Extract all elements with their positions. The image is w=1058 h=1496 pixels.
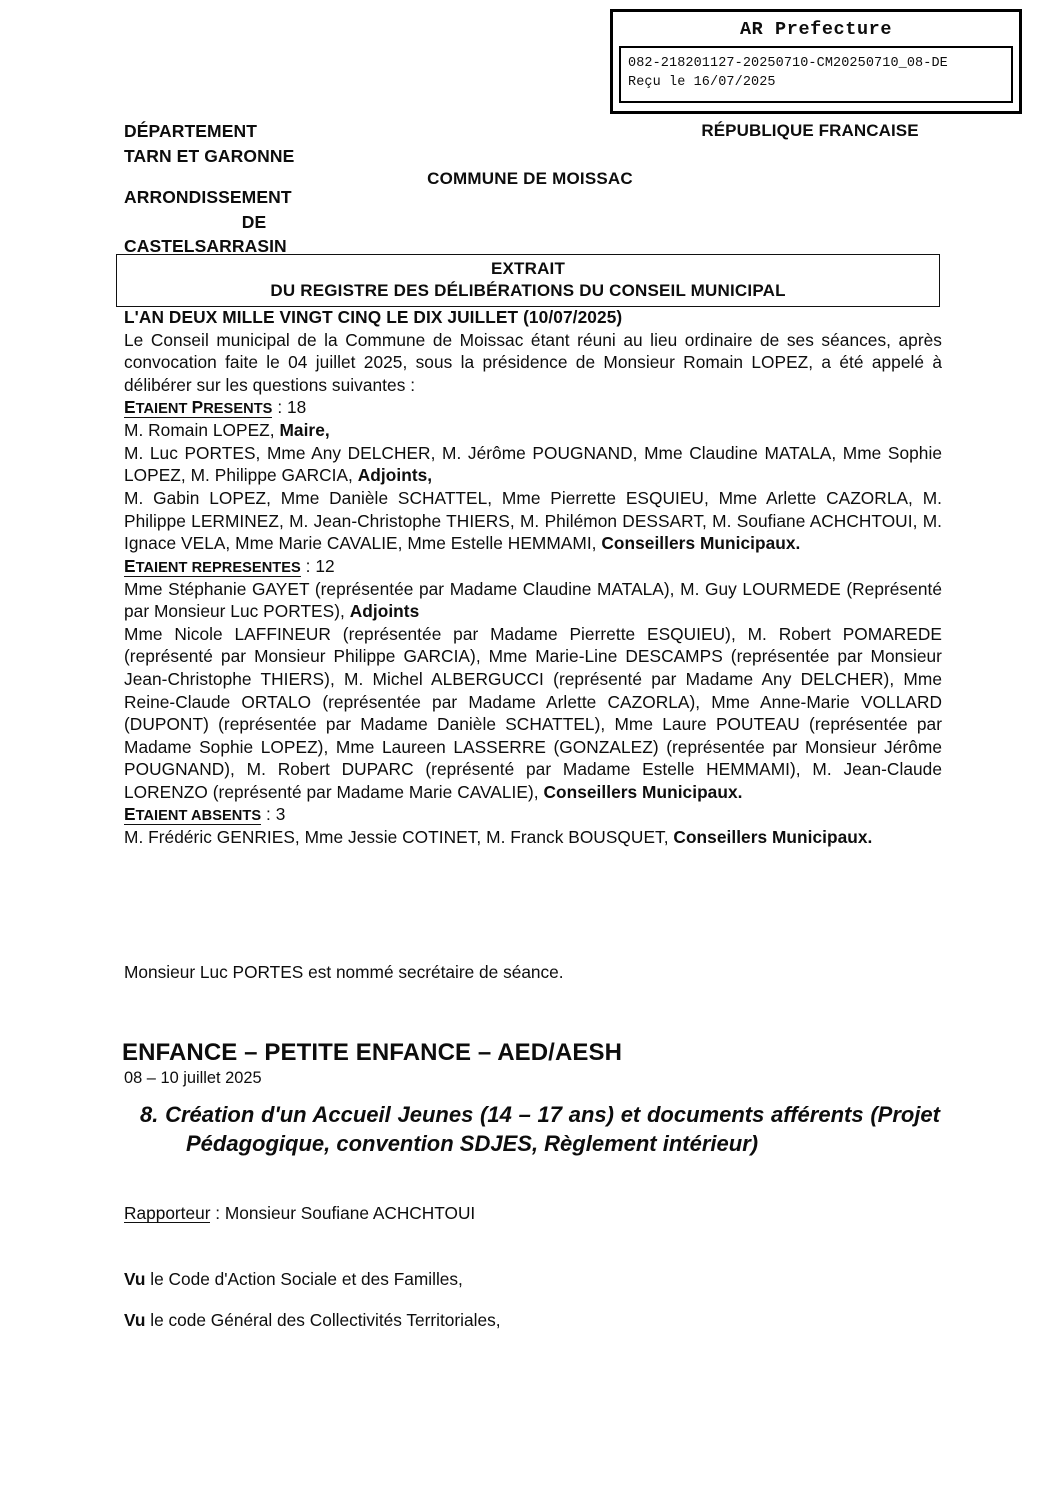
vu-text-2: le code Général des Collectivités Territoriales,: [145, 1310, 501, 1330]
vu-clause-1: [124, 1269, 942, 1290]
arrondissement-line-2: DE: [241, 211, 267, 232]
represented-conseillers-role: Conseillers Municipaux.: [543, 781, 743, 802]
ar-stamp-body: [619, 46, 1013, 103]
arrondissement-line-3: CASTELSARRASIN: [124, 236, 287, 257]
represented-conseillers-line: [124, 623, 942, 804]
rapporteur-line: [124, 1203, 942, 1224]
present-label: ETAIENT PRESENTS: [124, 397, 273, 418]
commune-heading: COMMUNE DE MOISSAC: [427, 169, 633, 188]
present-count: : 18: [272, 397, 307, 418]
extrait-title: EXTRAIT: [490, 259, 566, 278]
section-title: ENFANCE – PETITE ENFANCE – AED/AESH: [122, 1039, 623, 1066]
department-line-1: DÉPARTEMENT: [124, 121, 257, 141]
arrondissement-line-1: ARRONDISSEMENT: [124, 186, 292, 207]
present-mayor-line: [124, 419, 942, 442]
session-date-heading: L'AN DEUX MILLE VINGT CINQ LE DIX JUILLET (10/07/2025): [124, 307, 623, 327]
vu-prefix-2: Vu: [124, 1310, 146, 1330]
secretary-line: Monsieur Luc PORTES est nommé secrétaire de séance.: [124, 962, 564, 982]
resolution-title: [140, 1100, 940, 1159]
present-mayor-name: M. Romain LOPEZ,: [124, 420, 280, 441]
vu-clause-2: [124, 1310, 942, 1331]
rapporteur-value: : Monsieur Soufiane ACHCHTOUI: [210, 1203, 476, 1223]
ar-prefecture-stamp: [610, 9, 1022, 114]
ar-stamp-reference: 082-218201127-20250710-CM20250710_08-DE: [628, 56, 948, 71]
resolution-text: 8. Création d'un Accueil Jeunes (14 – 17 ans) et documents afférents (Projet Pédagogique, convention SDJES, Règlement intérieur): [140, 1102, 940, 1157]
rapporteur-label: Rapporteur: [124, 1203, 211, 1223]
represented-label: ETAIENT REPRESENTES: [124, 555, 301, 576]
present-adjoints-role: Adjoints,: [357, 465, 433, 486]
department-block: [124, 119, 384, 259]
department-line-2: TARN ET GARONNE: [124, 145, 295, 166]
represented-count: : 12: [300, 555, 335, 576]
absent-count: : 3: [261, 804, 286, 825]
vu-text-1: le Code d'Action Sociale et des Familles,: [145, 1269, 463, 1289]
section-date: 08 – 10 juillet 2025: [124, 1069, 262, 1087]
ar-stamp-received-date: Reçu le 16/07/2025: [628, 75, 776, 91]
absent-role: Conseillers Municipaux.: [673, 827, 873, 848]
absent-names-line: [124, 826, 942, 849]
present-mayor-role: Maire,: [279, 420, 330, 441]
represented-adjoints-role: Adjoints: [349, 601, 420, 622]
deliberation-body: [124, 306, 942, 849]
present-conseillers-role: Conseillers Municipaux.: [601, 533, 801, 554]
present-adjoints-names: M. Luc PORTES, Mme Any DELCHER, M. Jérôme POUGNAND, Mme Claudine MATALA, Mme Sophie LOPEZ, M. Philippe GARCIA,: [124, 442, 942, 486]
absent-label: ETAIENT ABSENTS: [124, 804, 262, 825]
extrait-box: [116, 254, 940, 307]
session-intro-paragraph: Le Conseil municipal de la Commune de Moissac étant réuni au lieu ordinaire de ses séances, après convocation faite le 04 juillet 2025, sous la présidence de Monsieur Romain LOPEZ, a été appelé à délibérer sur les questions suivantes :: [124, 329, 942, 395]
present-label-line: [124, 396, 942, 419]
present-conseillers-names: M. Gabin LOPEZ, Mme Danièle SCHATTEL, Mme Pierrette ESQUIEU, Mme Arlette CAZORLA, M. Philippe LERMINEZ, M. Jean-Christophe THIERS, M. Philémon DESSART, M. Soufiane ACHCHTOUI, M. Ignace VELA, Mme Marie CAVALIE, Mme Estelle HEMMAMI,: [124, 487, 942, 554]
represented-label-line: [124, 555, 942, 578]
present-adjoints-line: [124, 442, 942, 487]
extrait-subtitle: DU REGISTRE DES DÉLIBÉRATIONS DU CONSEIL MUNICIPAL: [270, 281, 786, 301]
vu-prefix-1: Vu: [124, 1269, 146, 1289]
represented-conseillers-names: Mme Nicole LAFFINEUR (représentée par Madame Pierrette ESQUIEU), M. Robert POMAREDE (représenté par Monsieur Philippe GARCIA), Mme Marie-Line DESCAMPS (représentée par Monsieur Jean-Christophe THIERS), M. Michel ALBERGUCCI (représenté par Madame Any DELCHER), Mme Reine-Claude ORTALO (représentée par Madame Arlette CAZORLA), Mme Anne-Marie VOLLARD (DUPONT) (représentée par Madame Danièle SCHATTEL), Mme Laure POUTEAU (représentée par Madame Sophie LOPEZ), Mme Laureen LASSERRE (GONZALEZ) (représentée par Monsieur Jérôme POUGNAND), M. Robert DUPARC (représenté par Madame Estelle HEMMAMI), M. Jean-Claude LORENZO (représenté par Madame Marie CAVALIE),: [124, 623, 942, 802]
represented-adjoints-line: [124, 578, 942, 623]
absent-names: M. Frédéric GENRIES, Mme Jessie COTINET, M. Franck BOUSQUET,: [124, 827, 674, 848]
present-conseillers-line: [124, 487, 942, 555]
republic-heading: RÉPUBLIQUE FRANCAISE: [701, 121, 919, 140]
absent-label-line: [124, 803, 942, 826]
ar-stamp-title: AR Prefecture: [739, 19, 893, 40]
represented-adjoints-names: Mme Stéphanie GAYET (représentée par Madame Claudine MATALA), M. Guy LOURMEDE (Représenté par Monsieur Luc PORTES),: [124, 578, 942, 622]
